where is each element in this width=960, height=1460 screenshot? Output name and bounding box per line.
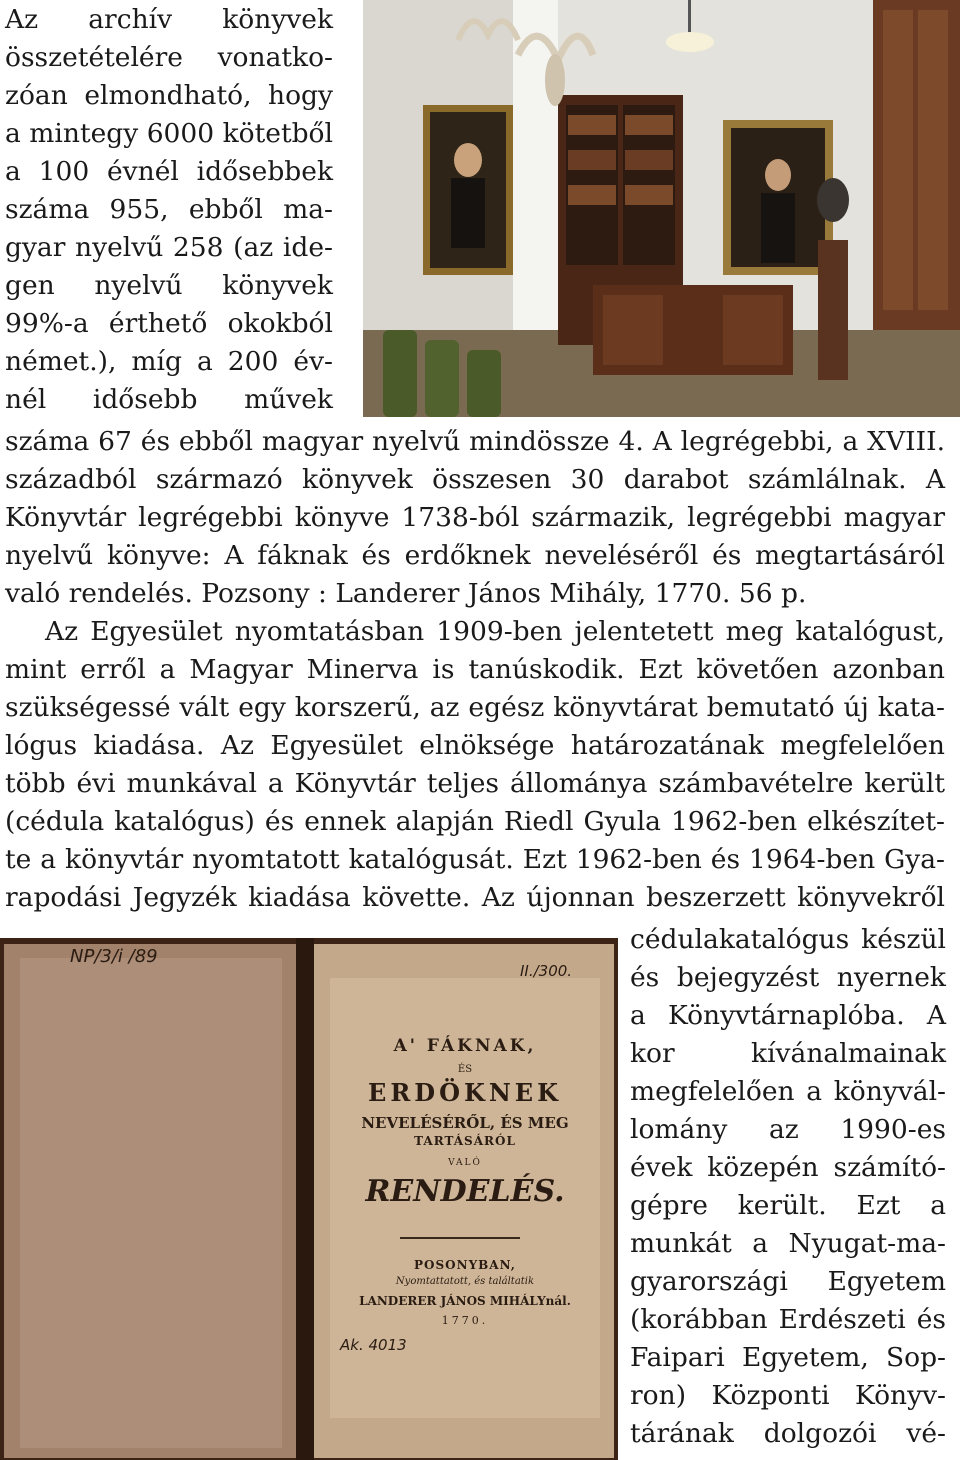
text-line: és bejegyzést nyernek [630, 962, 946, 993]
shelfmark: NP/3/i /89 [70, 946, 158, 967]
text-line: mint erről a Magyar Minerva is tanúskodik. Ezt követően azonban [5, 654, 945, 685]
shelfmark-right: II./300. [520, 962, 573, 980]
book-imprint-line: Nyomtattatott, és találtatik [395, 1276, 535, 1287]
text-line: gyarországi Egyetem [630, 1266, 946, 1297]
text-line: a Könyvtárnaplóba. A [630, 1000, 946, 1031]
archive-room-illustration [363, 0, 960, 417]
text-line: német.), míg a 200 év- [5, 346, 333, 377]
book-imprint-year: 1770. [441, 1314, 489, 1327]
text-line: gépre került. Ezt a [630, 1190, 946, 1221]
text-line: lomány az 1990-es [630, 1114, 946, 1145]
book-imprint-line: LANDERER JÁNOS MIHÁLYnál. [359, 1294, 571, 1308]
text-line: nél idősebb művek [5, 384, 333, 415]
text-line: Az Egyesület nyomtatásban 1909-ben jelentetett meg katalógust, [45, 616, 945, 647]
text-line: Az archív könyvek [5, 4, 333, 35]
text-line: te a könyvtár nyomtatott katalógusát. Ezt 1962-ben és 1964-ben Gya- [5, 844, 945, 875]
text-line: nyelvű könyve: A fáknak és erdőknek neveléséről és megtartásáról [5, 540, 945, 571]
archive-room-photo [363, 0, 960, 417]
text-line: (cédula katalógus) és ennek alapján Riedl Gyula 1962-ben elkészítet- [5, 806, 945, 837]
text-line: gyar nyelvű 258 (az ide- [5, 232, 333, 263]
book-imprint-line: POSONYBAN, [414, 1258, 516, 1272]
book-title-line: NEVELÉSÉRŐL, ÉS MEG [361, 1114, 569, 1132]
text-line: évek közepén számító- [630, 1152, 946, 1183]
text-line: több évi munkával a Könyvtár teljes állománya számbavételre került [5, 768, 945, 799]
text-line: századból származó könyvek összesen 30 darabot számlálnak. A [5, 464, 945, 495]
text-line: száma 67 és ebből magyar nyelvű mindössze 4. A legrégebbi, a XVIII. [5, 426, 945, 457]
text-line: a 100 évnél idősebbek [5, 156, 333, 187]
book-title-line: TARTÁSÁRÓL [414, 1134, 516, 1148]
text-line: való rendelés. Pozsony : Landerer János Mihály, 1770. 56 p. [5, 578, 807, 609]
book-title-main: RENDELÉS. [365, 1174, 565, 1209]
text-line: Faipari Egyetem, Sop- [630, 1342, 946, 1373]
text-line: rapodási Jegyzék kiadása követte. Az újonnan beszerzett könyvekről [5, 882, 945, 913]
text-line: 99%-a érthető okokból [5, 308, 333, 339]
text-line: megfelelően a könyvál- [630, 1076, 946, 1107]
text-line: összetételére vonatko- [5, 42, 333, 73]
text-line: tárának dolgozói vé- [630, 1418, 946, 1449]
text-line: cédulakatalógus készül [630, 924, 946, 955]
text-line: gen nyelvű könyvek [5, 270, 333, 301]
text-line: lógus kiadása. Az Egyesület elnöksége határozatának megfelelően [5, 730, 945, 761]
text-line: (korábban Erdészeti és [630, 1304, 946, 1335]
text-line: kor kívánalmainak [630, 1038, 946, 1069]
text-line: ron) Központi Könyv- [630, 1380, 946, 1411]
text-line: száma 955, ebből ma- [5, 194, 333, 225]
text-line: munkát a Nyugat-ma- [630, 1228, 946, 1259]
text-line: a mintegy 6000 kötetből [5, 118, 333, 149]
text-line: Könyvtár legrégebbi könyve 1738-ból származik, legrégebbi magyar [5, 502, 945, 533]
book-title-line: A' FÁKNAK, [393, 1036, 537, 1056]
text-line: zóan elmondható, hogy [5, 80, 333, 111]
book-title-page-photo [0, 938, 618, 1460]
library-stamp: Ak. 4013 [340, 1336, 407, 1354]
book-title-line: VALÓ [448, 1158, 482, 1168]
book-title-line: ERDÖKNEK [368, 1078, 562, 1107]
book-title-line: ÉS [457, 1064, 473, 1075]
text-line: szükségessé vált egy korszerű, az egész könyvtárat bemutató új kata- [5, 692, 945, 723]
